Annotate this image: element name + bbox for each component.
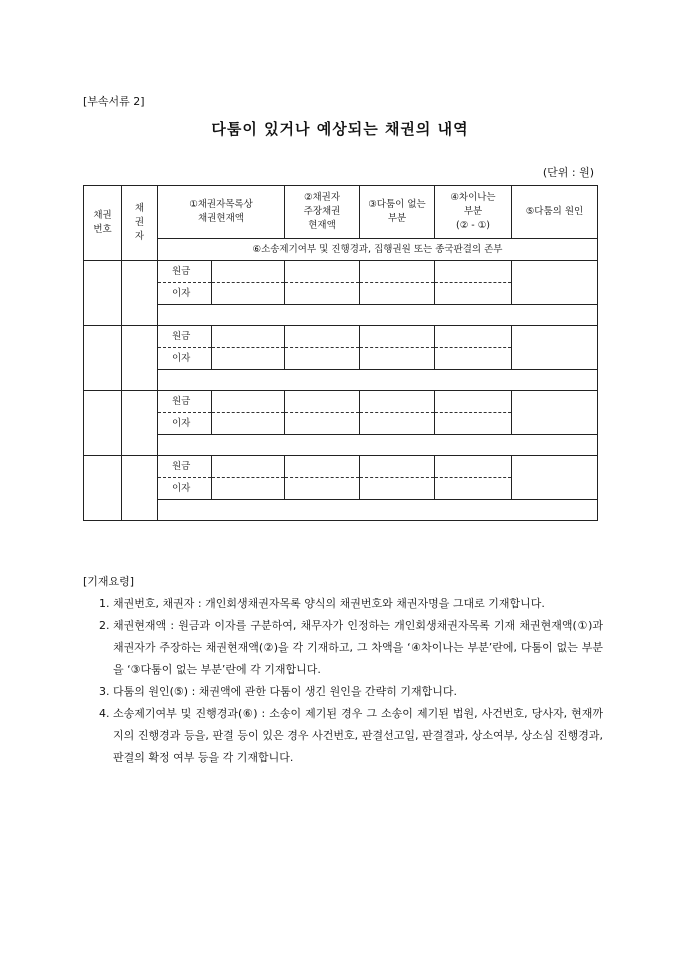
principal-listed-cell[interactable] bbox=[212, 261, 285, 283]
page-title: 다툼이 있거나 예상되는 채권의 내역 bbox=[211, 120, 469, 138]
interest-claimed-cell[interactable] bbox=[285, 283, 360, 305]
creditor-cell[interactable] bbox=[122, 326, 158, 391]
instruction-number: 2. bbox=[99, 619, 110, 632]
creditor-no-cell[interactable] bbox=[84, 261, 122, 326]
principal-claimed-cell[interactable] bbox=[285, 391, 360, 413]
interest-label: 이자 bbox=[158, 283, 212, 305]
instruction-number: 4. bbox=[99, 707, 110, 720]
interest-difference-cell[interactable] bbox=[435, 283, 512, 305]
principal-difference-cell[interactable] bbox=[435, 456, 512, 478]
instruction-item bbox=[83, 593, 603, 615]
interest-claimed-cell[interactable] bbox=[285, 413, 360, 435]
dispute-cause-cell[interactable] bbox=[512, 391, 598, 435]
interest-listed-cell[interactable] bbox=[212, 283, 285, 305]
principal-label: 원금 bbox=[158, 391, 212, 413]
instruction-text: 채권번호, 채권자 : 개인회생채권자목록 양식의 채권번호와 채권자명을 그대로 기재합니다. bbox=[113, 597, 545, 610]
creditor-no-cell[interactable] bbox=[84, 391, 122, 456]
principal-claimed-cell[interactable] bbox=[285, 456, 360, 478]
interest-claimed-cell[interactable] bbox=[285, 348, 360, 370]
principal-label: 원금 bbox=[158, 456, 212, 478]
creditor-no-cell[interactable] bbox=[84, 456, 122, 521]
interest-listed-cell[interactable] bbox=[212, 348, 285, 370]
interest-difference-cell[interactable] bbox=[435, 348, 512, 370]
instruction-number: 1. bbox=[99, 597, 110, 610]
principal-difference-cell[interactable] bbox=[435, 391, 512, 413]
dispute-cause-cell[interactable] bbox=[512, 456, 598, 500]
creditor-cell[interactable] bbox=[122, 391, 158, 456]
principal-listed-cell[interactable] bbox=[212, 391, 285, 413]
interest-listed-cell[interactable] bbox=[212, 413, 285, 435]
header-difference: ④차이나는 부분 (② - ①) bbox=[435, 186, 512, 239]
instruction-item bbox=[83, 703, 603, 769]
header-claimed-amount: ②채권자 주장채권 현재액 bbox=[285, 186, 360, 239]
interest-difference-cell[interactable] bbox=[435, 413, 512, 435]
principal-undisputed-cell[interactable] bbox=[360, 391, 435, 413]
header-undisputed: ③다툼이 없는 부분 bbox=[360, 186, 435, 239]
instruction-text: 소송제기여부 및 진행경과(⑥) : 소송이 제기된 경우 그 소송이 제기된 법원, 사건번호, 당사자, 현재까지의 진행경과 등을, 판결 등이 있은 경우 사건번호, 판결선고일, 판결결과, 상소여부, 상소심 진행경과, 판결의 확정 여부 등을 각 기재합니다. bbox=[113, 707, 603, 764]
header-listed-amount: ①채권자목록상 채권현재액 bbox=[158, 186, 285, 239]
creditor-cell[interactable] bbox=[122, 456, 158, 521]
claims-table bbox=[83, 185, 598, 521]
principal-label: 원금 bbox=[158, 326, 212, 348]
principal-difference-cell[interactable] bbox=[435, 261, 512, 283]
interest-undisputed-cell[interactable] bbox=[360, 478, 435, 500]
interest-undisputed-cell[interactable] bbox=[360, 283, 435, 305]
interest-difference-cell[interactable] bbox=[435, 478, 512, 500]
litigation-cell[interactable] bbox=[158, 435, 598, 456]
instruction-item bbox=[83, 681, 603, 703]
header-litigation: ⑥소송제기여부 및 진행경과, 집행권원 또는 종국판결의 존부 bbox=[158, 239, 598, 261]
interest-claimed-cell[interactable] bbox=[285, 478, 360, 500]
principal-label: 원금 bbox=[158, 261, 212, 283]
principal-claimed-cell[interactable] bbox=[285, 261, 360, 283]
interest-label: 이자 bbox=[158, 348, 212, 370]
creditor-cell[interactable] bbox=[122, 261, 158, 326]
header-creditor: 채 권 자 bbox=[122, 186, 158, 261]
unit-label: (단위 : 원) bbox=[542, 166, 594, 179]
dispute-cause-cell[interactable] bbox=[512, 326, 598, 370]
interest-undisputed-cell[interactable] bbox=[360, 413, 435, 435]
principal-listed-cell[interactable] bbox=[212, 326, 285, 348]
header-creditor-no: 채권 번호 bbox=[84, 186, 122, 261]
interest-listed-cell[interactable] bbox=[212, 478, 285, 500]
instruction-text: 다툼의 원인(⑤) : 채권액에 관한 다툼이 생긴 원인을 간략히 기재합니다. bbox=[113, 685, 458, 698]
instruction-number: 3. bbox=[99, 685, 110, 698]
dispute-cause-cell[interactable] bbox=[512, 261, 598, 305]
principal-undisputed-cell[interactable] bbox=[360, 456, 435, 478]
creditor-no-cell[interactable] bbox=[84, 326, 122, 391]
principal-claimed-cell[interactable] bbox=[285, 326, 360, 348]
instructions-heading: [기재요령] bbox=[83, 575, 135, 588]
header-dispute-cause: ⑤다툼의 원인 bbox=[512, 186, 598, 239]
interest-label: 이자 bbox=[158, 478, 212, 500]
instruction-text: 채권현재액 : 원금과 이자를 구분하여, 채무자가 인정하는 개인회생채권자목록 기재 채권현재액(①)과 채권자가 주장하는 채권현재액(②)을 각 기재하고, 그 차액을 ‘④차이나는 부분’란에, 다툼이 없는 부분을 ‘③다툼이 없는 부분’란에 각 기재합니다. bbox=[113, 619, 603, 676]
instruction-item bbox=[83, 615, 603, 681]
litigation-cell[interactable] bbox=[158, 305, 598, 326]
litigation-cell[interactable] bbox=[158, 500, 598, 521]
litigation-cell[interactable] bbox=[158, 370, 598, 391]
instructions bbox=[83, 573, 603, 769]
attachment-label: [부속서류 2] bbox=[83, 95, 145, 108]
principal-undisputed-cell[interactable] bbox=[360, 261, 435, 283]
interest-undisputed-cell[interactable] bbox=[360, 348, 435, 370]
interest-label: 이자 bbox=[158, 413, 212, 435]
principal-undisputed-cell[interactable] bbox=[360, 326, 435, 348]
principal-difference-cell[interactable] bbox=[435, 326, 512, 348]
principal-listed-cell[interactable] bbox=[212, 456, 285, 478]
